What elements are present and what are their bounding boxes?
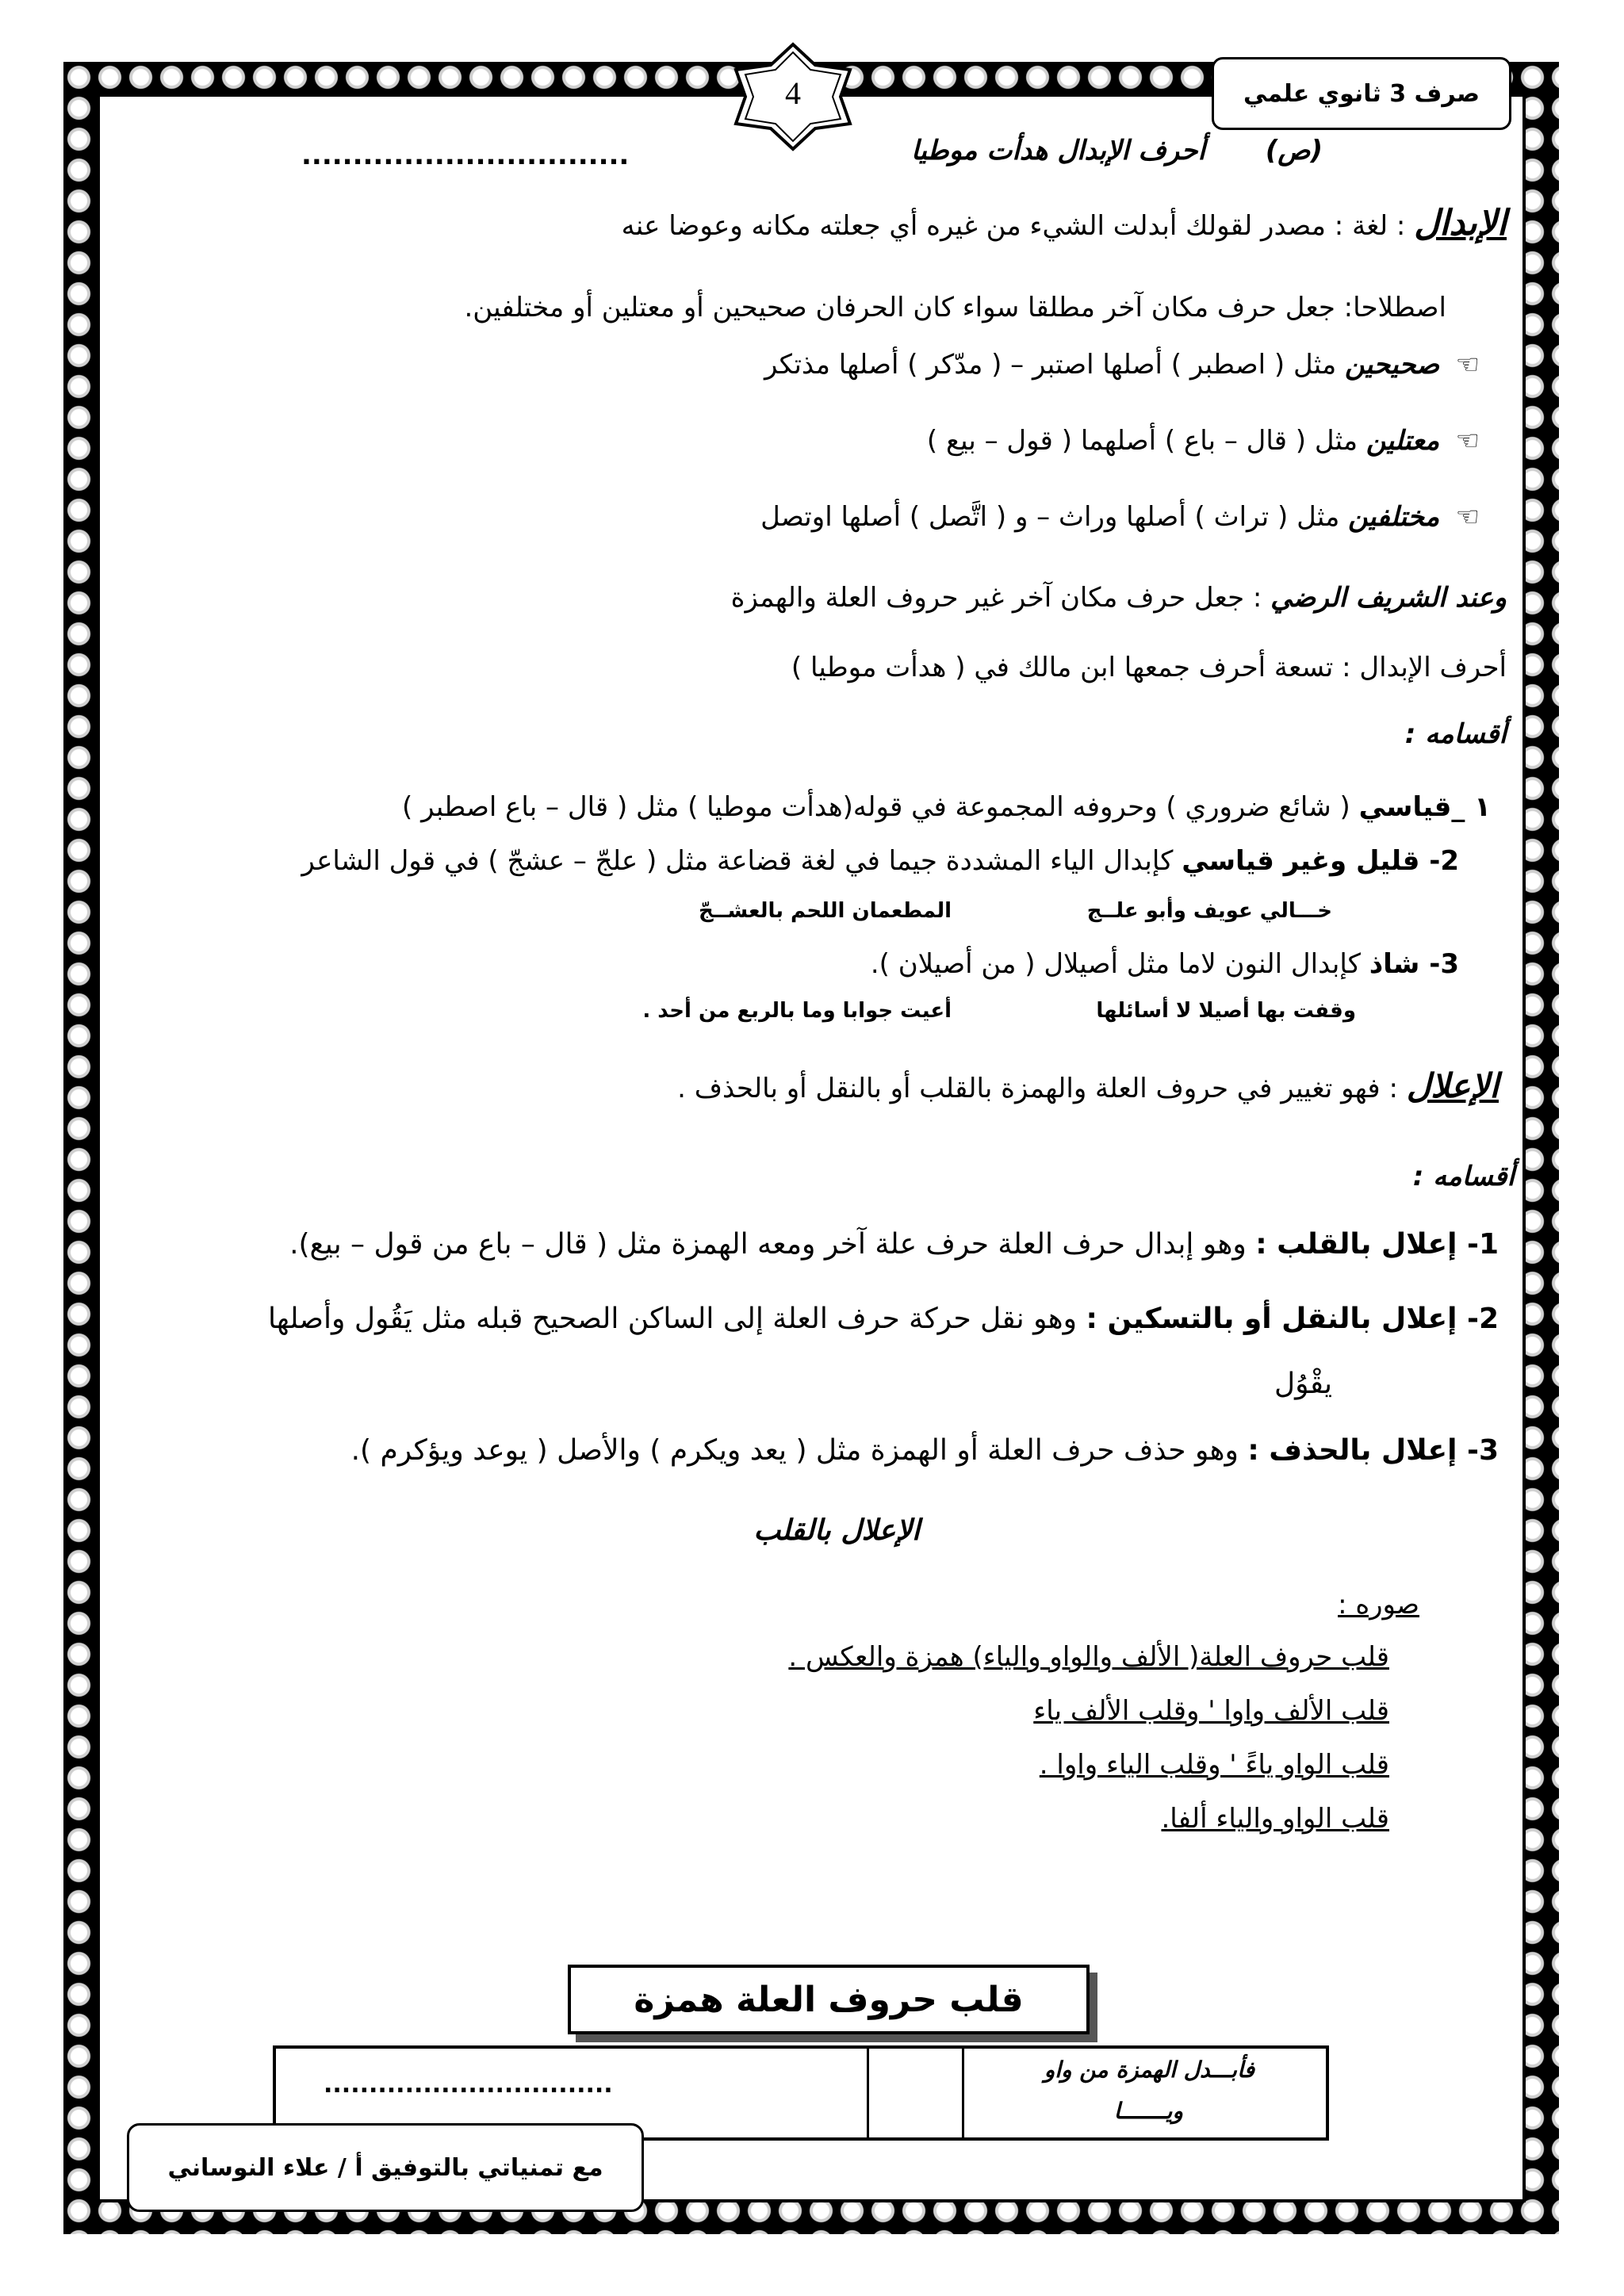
qalb-form-item: قلب حروف العلة( الألف والواو والياء) همزة والعكس . (788, 1641, 1389, 1673)
division-3-text: كإبدال النون لاما مثل أصيلال ( من أصيلان ). (870, 948, 1361, 980)
bullet-label: مختلفين (1348, 501, 1440, 533)
ilal-item-1 (119, 1226, 1499, 1264)
qalb-heading: الإعلال بالقلب (753, 1514, 920, 1547)
section-title: قلب حروف العلة همزة (634, 1979, 1024, 2020)
bullet-label: صحيحين (1345, 349, 1440, 381)
pointing-hand-icon: ☜ (1455, 501, 1480, 533)
page-content-area (97, 94, 1526, 2202)
ilal-term: الإعلال (1406, 1066, 1499, 1105)
section-title-box (568, 1965, 1090, 2034)
radi-text: : جعل حرف مكان آخر غير حروف العلة والهمزة (730, 582, 1262, 614)
ilal-item-2 (119, 1300, 1499, 1338)
table-cell-verse (962, 2049, 1326, 2137)
ibdal-lang-def: : لغة : مصدر لقولك أبدلت الشيء من غيره أي جعلته مكانه وعوضا عنه (621, 210, 1406, 242)
page-number: 4 (785, 75, 801, 111)
bullet-text: مثل ( تراث ) أصلها وراث – و ( اتَّصل ) أصلها اوتصل (760, 501, 1340, 533)
table-verse-line-2: ويـــــــا (1113, 2098, 1183, 2124)
table-verse-line-1: فأبـــدل الهمزة من واو (1044, 2057, 1254, 2083)
ilal-def: : فهو تغيير في حروف العلة والهمزة بالقلب أو بالنقل أو بالحذف . (677, 1073, 1398, 1104)
bullet-label: معتلين (1365, 425, 1440, 457)
ilal-item-1-text: وهو إبدال حرف العلة حرف علة آخر ومعه الهمزة مثل ( قال – باع من قول – بيع). (289, 1228, 1247, 1261)
verse-2-right: وقفت بها أصيلا لا أسائلها (1096, 999, 1356, 1023)
footer-text: مع تمنياتي بالتوفيق أ / علاء النوساني (167, 2153, 603, 2182)
ilal-item-2-label: 2- إعلال بالنقل أو بالتسكين : (1086, 1303, 1499, 1335)
ibdal-definition-line (396, 205, 1507, 245)
qalb-form-item: قلب الألف واوا ' وقلب الألف ياء (1033, 1695, 1389, 1727)
ilal-item-1-label: 1- إعلال بالقلب : (1255, 1228, 1499, 1261)
division-1-text: ( شائع ضروري ) وحروفه المجموعة في قوله(هدأت موطيا ) مثل ( قال – باع اصطبر ) (402, 791, 1350, 823)
bullet-text: مثل ( اصطبر ) أصلها اصتبر – ( مدّكر ) أصلها مذتكر (764, 349, 1337, 381)
ilal-item-3-text: وهو حذف حرف العلة أو الهمزة مثل ( يعد ويكرم ) والأصل ( يوعد ويؤكرم ). (350, 1434, 1239, 1467)
division-2-text: كإبدال الياء المشددة جيما في لغة قضاعة مثل ( علجّ – عشجّ ) في قول الشاعر (301, 845, 1174, 877)
verse-2-left: أعيت جوابا وما بالربع من أحد . (642, 999, 952, 1023)
division-2 (159, 842, 1459, 880)
title-label: (ص) (1265, 135, 1323, 166)
division-3 (476, 945, 1459, 983)
ibdal-term-def: اصطلاحا: جعل حرف مكان آخر مطلقا سواء كان الحرفان صحيحين أو معتلين أو مختلفين. (464, 292, 1446, 323)
ilal-item-2-text: وهو نقل حركة حرف العلة إلى الساكن الصحيح قبله مثل يَقُول وأصلها (267, 1303, 1078, 1335)
bullet-text: مثل ( قال – باع ) أصلهما ( قول – بيع ) (926, 425, 1358, 457)
title-text: أحرف الإبدال هدأت موطيا (911, 135, 1205, 166)
ibdal-term: الإبدال (1414, 203, 1507, 243)
radi-line (396, 579, 1507, 617)
bullet-item (476, 422, 1480, 460)
ibdal-divisions-heading: أقسامه : (1404, 718, 1507, 750)
qalb-form-item: قلب الواو ياءً ' وقلب الياء واوا . (1039, 1749, 1389, 1781)
pointing-hand-icon: ☜ (1455, 349, 1480, 381)
division-3-label: 3- شاذ (1369, 948, 1459, 980)
letters-line: أحرف الإبدال : تسعة أحرف جمعها ابن مالك في ( هدأت موطيا ) (791, 652, 1507, 683)
ilal-divisions-heading: أقسامه : (1412, 1161, 1515, 1192)
division-1-label: ١ _قياسي (1358, 791, 1491, 823)
subject-badge (1212, 57, 1511, 130)
pointing-hand-icon: ☜ (1455, 425, 1480, 457)
qalb-form-item: قلب الواو والياء ألفا. (1161, 1803, 1389, 1835)
ilal-item-3 (182, 1432, 1499, 1470)
ilal-item-3-label: 3- إعلال بالحذف : (1247, 1434, 1499, 1467)
title-dots: ................................ (301, 140, 630, 171)
qalb-forms-label: صوره : (1338, 1589, 1419, 1621)
verse-1-right: خـــالي عويف وأبو علــج (1086, 899, 1332, 923)
ilal-item-2-continuation: يقْوُل (1274, 1368, 1332, 1400)
bullet-item (476, 498, 1480, 536)
bullet-item (476, 346, 1480, 384)
footer-badge (127, 2123, 644, 2212)
division-1 (159, 788, 1491, 826)
subject-badge-text: صرف 3 ثانوي علمي (1243, 79, 1480, 108)
table-dots: ................................ (324, 2071, 613, 2099)
division-2-label: 2- قليل وغير قياسي (1182, 845, 1459, 877)
table-cell-empty (867, 2049, 961, 2137)
radi-label: وعند الشريف الرضي (1270, 582, 1507, 614)
verse-1-left: المطعمان اللحم بالعشــجّ (699, 899, 952, 923)
ilal-definition-line (476, 1067, 1499, 1108)
